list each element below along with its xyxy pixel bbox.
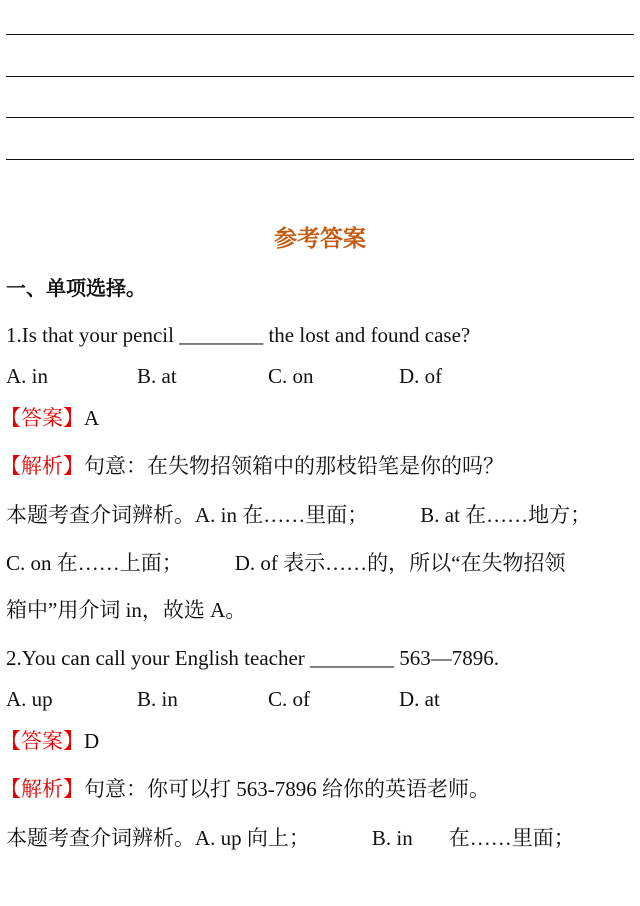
analysis-2 [0, 775, 490, 803]
option-d: D. of [399, 364, 443, 388]
writing-line [6, 34, 634, 35]
explanation-2-line-1 [6, 824, 575, 852]
explanation-part: B. at 在……地方； [420, 503, 592, 527]
answer-tag: 【答案】 [0, 406, 84, 430]
question-1-options [6, 362, 442, 390]
question-1: 1.Is that your pencil ________ the lost and found case? [6, 323, 471, 347]
analysis-text: 句意：在失物招领箱中的那枝铅笔是你的吗？ [84, 454, 504, 478]
option-a: A. up [6, 687, 53, 711]
option-c: C. of [268, 687, 310, 711]
writing-line [6, 76, 634, 77]
explanation-part: C. on 在……上面； [6, 551, 183, 575]
answer-1 [0, 404, 99, 432]
option-b: B. at [137, 364, 177, 388]
answer-2 [0, 727, 99, 755]
question-2-options [6, 685, 440, 713]
analysis-text: 句意：你可以打 563-7896 给你的英语老师。 [84, 777, 490, 801]
explanation-part: 在……里面； [448, 826, 575, 850]
answer-value: A [84, 406, 100, 430]
option-b: B. in [137, 687, 178, 711]
answer-value: D [84, 729, 100, 753]
question-2: 2.You can call your English teacher ________ 563—7896. [6, 646, 500, 670]
explanation-part: D. of 表示……的，所以“在失物招领 [234, 551, 566, 575]
answer-tag: 【答案】 [0, 729, 84, 753]
explanation-part: 本题考查介词辨析。A. up 向上； [6, 826, 310, 850]
writing-line [6, 117, 634, 118]
explanation-1-line-1 [6, 501, 591, 529]
option-c: C. on [268, 364, 314, 388]
explanation-part: 本题考查介词辨析。A. in 在……里面； [6, 503, 369, 527]
analysis-tag: 【解析】 [0, 454, 84, 478]
page-title: 参考答案 [274, 226, 366, 252]
section-heading: 一、单项选择。 [6, 276, 146, 300]
explanation-1-line-3: 箱中”用介词 in，故选 A。 [6, 598, 247, 622]
explanation-1-line-2 [6, 549, 566, 577]
writing-line [6, 159, 634, 160]
option-d: D. at [399, 687, 440, 711]
explanation-part: B. in [371, 826, 413, 850]
analysis-1 [0, 452, 504, 480]
option-a: A. in [6, 364, 48, 388]
analysis-tag: 【解析】 [0, 777, 84, 801]
